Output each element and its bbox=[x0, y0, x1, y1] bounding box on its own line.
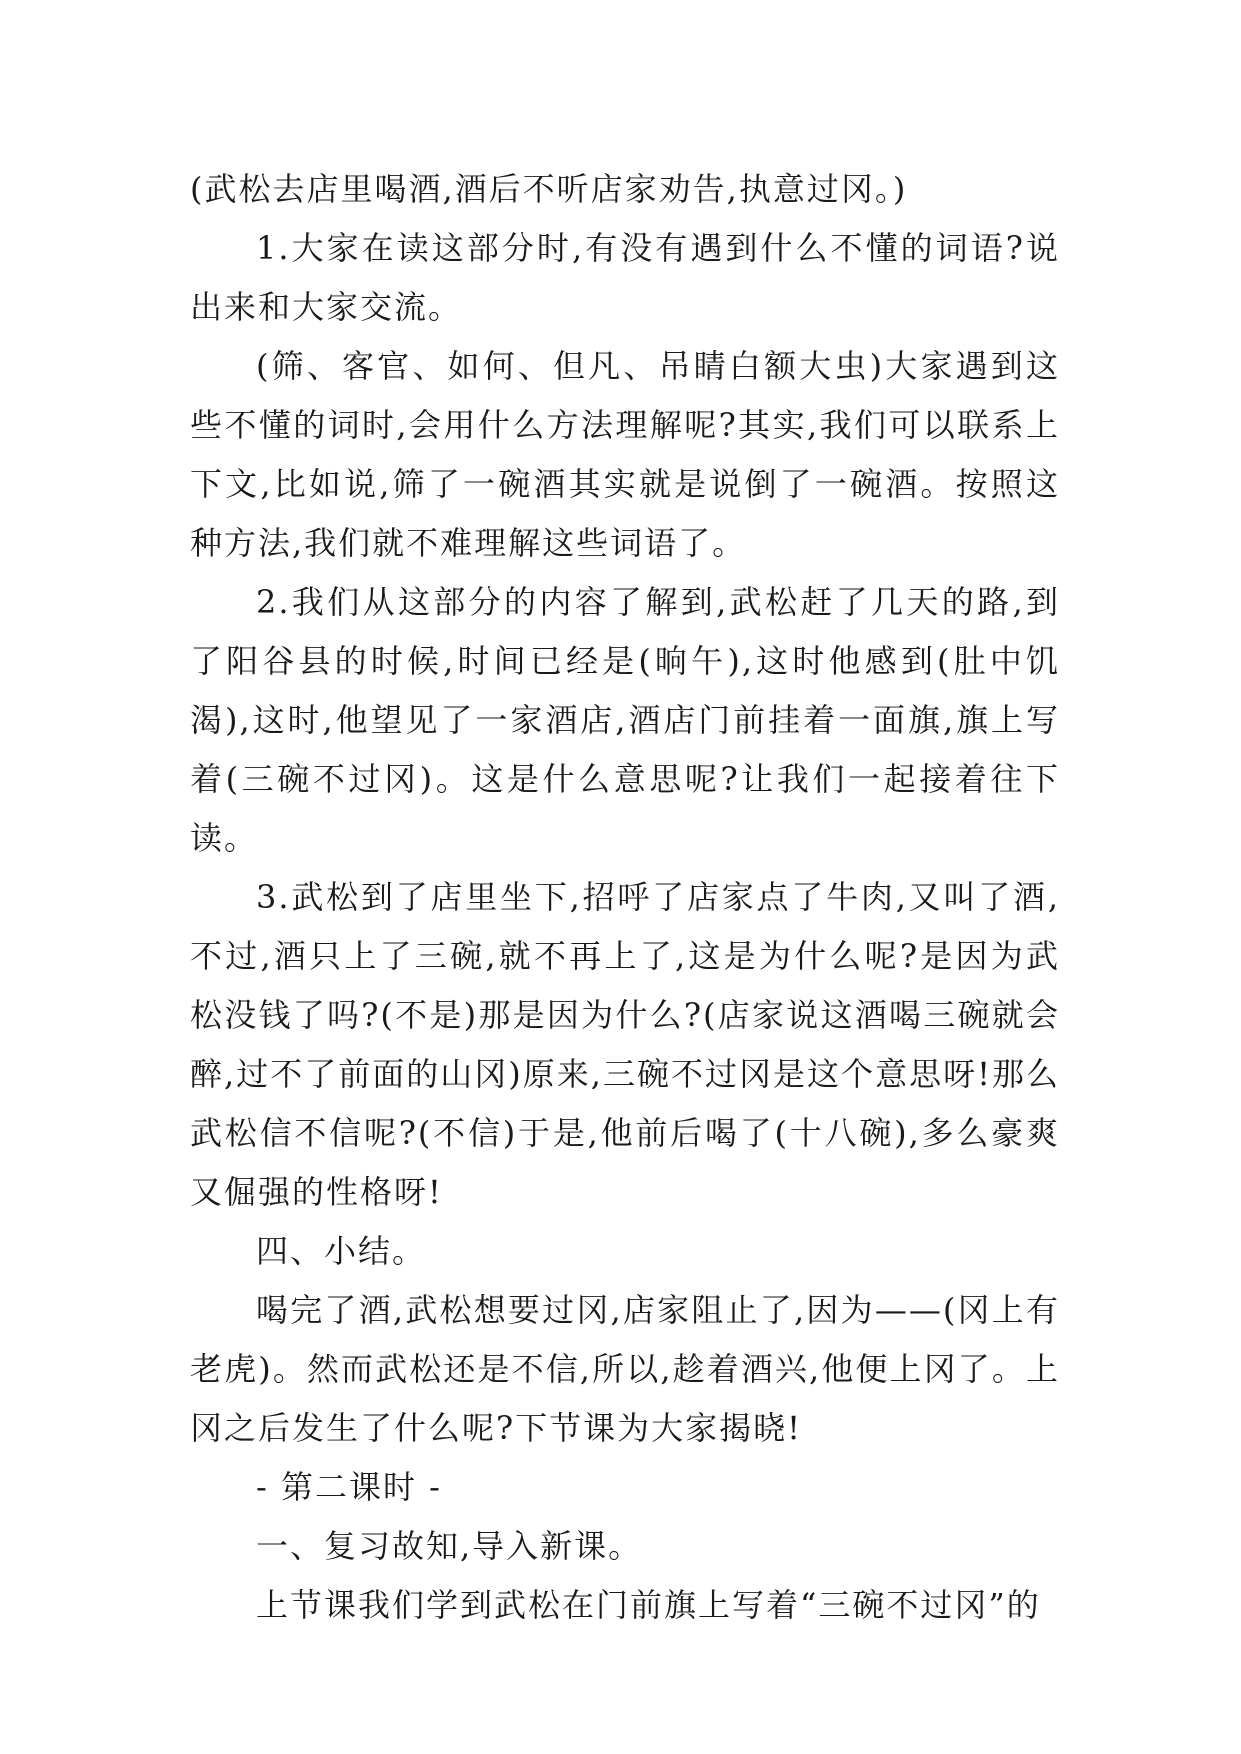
paragraph-question-3: 3.武松到了店里坐下,招呼了店家点了牛肉,又叫了酒,不过,酒只上了三碗,就不再上了,这是为什么呢?是因为武松没钱了吗?(不是)那是因为什么?(店家说这酒喝三碗就会醉,过不了前面的山冈)原来,三碗不过冈是这个意思呀!那么武松信不信呢?(不信)于是,他前后喝了(十八碗),多么豪爽又倔强的性格呀! bbox=[190, 878, 1060, 1211]
document-page bbox=[190, 160, 1060, 1635]
paragraph-question-1: 1.大家在读这部分时,有没有遇到什么不懂的词语?说出来和大家交流。 bbox=[190, 229, 1060, 326]
paragraph-summary-body: 喝完了酒,武松想要过冈,店家阻止了,因为——(冈上有老虎)。然而武松还是不信,所以,趁着酒兴,他便上冈了。上冈之后发生了什么呢?下节课为大家揭晓! bbox=[190, 1291, 1060, 1447]
paragraph-review-body: 上节课我们学到武松在门前旗上写着“三碗不过冈”的 bbox=[256, 1586, 1041, 1624]
lesson-heading-second: - 第二课时 - bbox=[256, 1468, 442, 1506]
section-heading-summary: 四、小结。 bbox=[256, 1232, 427, 1270]
paragraph-vocabulary: (筛、客官、如何、但凡、吊睛白额大虫)大家遇到这些不懂的词时,会用什么方法理解呢?其实,我们可以联系上下文,比如说,筛了一碗酒其实就是说倒了一碗酒。按照这种方法,我们就不难理解这些词语了。 bbox=[190, 347, 1060, 562]
paragraph-summary: (武松去店里喝酒,酒后不听店家劝告,执意过冈。) bbox=[190, 170, 908, 208]
paragraph-question-2: 2.我们从这部分的内容了解到,武松赶了几天的路,到了阳谷县的时候,时间已经是(晌午),这时他感到(肚中饥渴),这时,他望见了一家酒店,酒店门前挂着一面旗,旗上写着(三碗不过冈)。这是什么意思呢?让我们一起接着往下读。 bbox=[190, 583, 1060, 857]
section-heading-review: 一、复习故知,导入新课。 bbox=[256, 1527, 643, 1565]
